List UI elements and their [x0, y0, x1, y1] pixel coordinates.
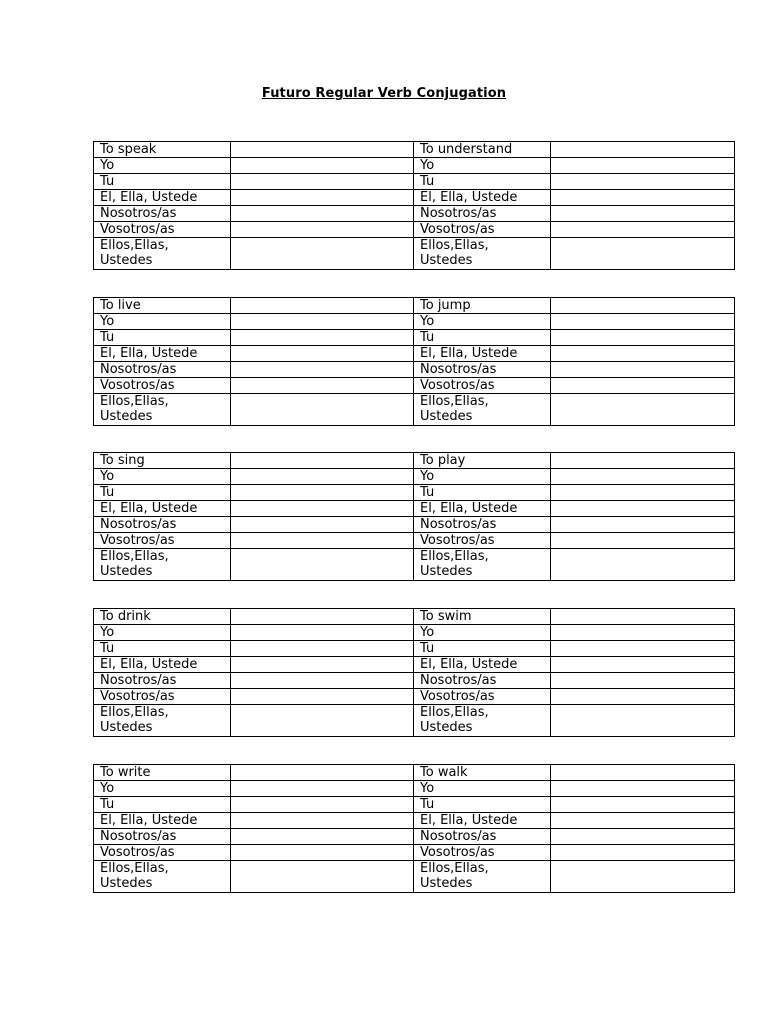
table-row — [94, 813, 735, 829]
pronoun-label: Nosotros/as — [414, 362, 551, 378]
conjugation-answer-cell[interactable] — [551, 330, 735, 346]
conjugation-answer-cell[interactable] — [551, 394, 735, 426]
conjugation-answer-cell[interactable] — [551, 705, 735, 737]
pronoun-label: Nosotros/as — [414, 673, 551, 689]
pronoun-label: Yo — [414, 625, 551, 641]
conjugation-answer-cell[interactable] — [231, 394, 414, 426]
right-verb-answer-cell[interactable] — [551, 453, 735, 469]
right-verb-answer-cell[interactable] — [551, 609, 735, 625]
table-row — [94, 657, 735, 673]
table-row — [94, 705, 735, 737]
left-verb-answer-cell[interactable] — [231, 609, 414, 625]
conjugation-answer-cell[interactable] — [231, 469, 414, 485]
conjugation-answer-cell[interactable] — [231, 861, 414, 893]
left-verb-label: To sing — [94, 453, 231, 469]
pronoun-label: El, Ella, Ustede — [414, 813, 551, 829]
pronoun-label: El, Ella, Ustede — [94, 501, 231, 517]
conjugation-table — [93, 764, 735, 893]
right-verb-label: To walk — [414, 765, 551, 781]
verb-header-row — [94, 453, 735, 469]
conjugation-table — [93, 608, 735, 737]
pronoun-label: Vosotros/as — [414, 689, 551, 705]
conjugation-answer-cell[interactable] — [551, 314, 735, 330]
table-row — [94, 469, 735, 485]
conjugation-answer-cell[interactable] — [231, 378, 414, 394]
conjugation-answer-cell[interactable] — [551, 378, 735, 394]
table-row — [94, 190, 735, 206]
conjugation-answer-cell[interactable] — [231, 238, 414, 270]
conjugation-answer-cell[interactable] — [551, 485, 735, 501]
right-verb-label: To jump — [414, 298, 551, 314]
conjugation-answer-cell[interactable] — [231, 485, 414, 501]
verb-header-row — [94, 298, 735, 314]
verb-header-row — [94, 609, 735, 625]
conjugation-answer-cell[interactable] — [551, 346, 735, 362]
conjugation-answer-cell[interactable] — [551, 222, 735, 238]
pronoun-label: Yo — [414, 781, 551, 797]
conjugation-answer-cell[interactable] — [231, 705, 414, 737]
conjugation-answer-cell[interactable] — [551, 861, 735, 893]
right-verb-label: To swim — [414, 609, 551, 625]
conjugation-answer-cell[interactable] — [551, 657, 735, 673]
pronoun-label: Ellos,Ellas, Ustedes — [94, 705, 231, 737]
table-row — [94, 517, 735, 533]
conjugation-answer-cell[interactable] — [551, 238, 735, 270]
conjugation-answer-cell[interactable] — [551, 206, 735, 222]
table-row — [94, 314, 735, 330]
conjugation-answer-cell[interactable] — [231, 845, 414, 861]
conjugation-answer-cell[interactable] — [231, 501, 414, 517]
conjugation-answer-cell[interactable] — [551, 533, 735, 549]
conjugation-table — [93, 141, 735, 270]
pronoun-label: Ellos,Ellas, Ustedes — [94, 861, 231, 893]
conjugation-answer-cell[interactable] — [231, 533, 414, 549]
pronoun-label: Ellos,Ellas, Ustedes — [94, 238, 231, 270]
left-verb-label: To live — [94, 298, 231, 314]
conjugation-answer-cell[interactable] — [231, 549, 414, 581]
table-row — [94, 330, 735, 346]
conjugation-answer-cell[interactable] — [231, 781, 414, 797]
table-row — [94, 174, 735, 190]
table-row — [94, 158, 735, 174]
right-verb-label: To understand — [414, 142, 551, 158]
conjugation-answer-cell[interactable] — [231, 222, 414, 238]
table-row — [94, 394, 735, 426]
left-verb-answer-cell[interactable] — [231, 142, 414, 158]
conjugation-answer-cell[interactable] — [231, 641, 414, 657]
conjugation-answer-cell[interactable] — [551, 845, 735, 861]
table-row — [94, 673, 735, 689]
pronoun-label: Ellos,Ellas, Ustedes — [414, 549, 551, 581]
conjugation-answer-cell[interactable] — [231, 174, 414, 190]
pronoun-label: Ellos,Ellas, Ustedes — [94, 549, 231, 581]
pronoun-label: Nosotros/as — [94, 517, 231, 533]
table-row — [94, 346, 735, 362]
conjugation-answer-cell[interactable] — [551, 673, 735, 689]
pronoun-label: Tu — [414, 641, 551, 657]
pronoun-label: Nosotros/as — [94, 206, 231, 222]
table-row — [94, 845, 735, 861]
table-row — [94, 829, 735, 845]
pronoun-label: Tu — [94, 485, 231, 501]
conjugation-answer-cell[interactable] — [231, 829, 414, 845]
pronoun-label: Tu — [414, 797, 551, 813]
pronoun-label: Tu — [94, 641, 231, 657]
table-row — [94, 549, 735, 581]
conjugation-answer-cell[interactable] — [231, 657, 414, 673]
table-row — [94, 501, 735, 517]
table-row — [94, 861, 735, 893]
pronoun-label: Ellos,Ellas, Ustedes — [94, 394, 231, 426]
left-verb-answer-cell[interactable] — [231, 765, 414, 781]
conjugation-answer-cell[interactable] — [551, 813, 735, 829]
pronoun-label: El, Ella, Ustede — [94, 657, 231, 673]
conjugation-answer-cell[interactable] — [231, 689, 414, 705]
conjugation-answer-cell[interactable] — [551, 517, 735, 533]
conjugation-answer-cell[interactable] — [231, 362, 414, 378]
left-verb-answer-cell[interactable] — [231, 298, 414, 314]
conjugation-answer-cell[interactable] — [551, 174, 735, 190]
table-row — [94, 485, 735, 501]
table-row — [94, 625, 735, 641]
conjugation-table — [93, 297, 735, 426]
pronoun-label: Nosotros/as — [94, 673, 231, 689]
conjugation-answer-cell[interactable] — [231, 813, 414, 829]
pronoun-label: Yo — [94, 469, 231, 485]
conjugation-answer-cell[interactable] — [231, 517, 414, 533]
conjugation-answer-cell[interactable] — [551, 797, 735, 813]
table-row — [94, 222, 735, 238]
pronoun-label: Ellos,Ellas, Ustedes — [414, 705, 551, 737]
conjugation-answer-cell[interactable] — [551, 501, 735, 517]
right-verb-answer-cell[interactable] — [551, 765, 735, 781]
pronoun-label: Vosotros/as — [94, 689, 231, 705]
right-verb-answer-cell[interactable] — [551, 298, 735, 314]
pronoun-label: Nosotros/as — [94, 362, 231, 378]
conjugation-answer-cell[interactable] — [231, 346, 414, 362]
pronoun-label: Yo — [94, 314, 231, 330]
right-verb-answer-cell[interactable] — [551, 142, 735, 158]
pronoun-label: El, Ella, Ustede — [414, 501, 551, 517]
verb-header-row — [94, 765, 735, 781]
table-row — [94, 781, 735, 797]
pronoun-label: Tu — [94, 174, 231, 190]
pronoun-label: Ellos,Ellas, Ustedes — [414, 394, 551, 426]
conjugation-answer-cell[interactable] — [231, 314, 414, 330]
conjugation-answer-cell[interactable] — [551, 829, 735, 845]
conjugation-answer-cell[interactable] — [551, 549, 735, 581]
pronoun-label: Ellos,Ellas, Ustedes — [414, 861, 551, 893]
table-row — [94, 641, 735, 657]
left-verb-answer-cell[interactable] — [231, 453, 414, 469]
pronoun-label: Vosotros/as — [94, 533, 231, 549]
pronoun-label: Ellos,Ellas, Ustedes — [414, 238, 551, 270]
pronoun-label: Yo — [94, 781, 231, 797]
conjugation-answer-cell[interactable] — [551, 689, 735, 705]
pronoun-label: El, Ella, Ustede — [94, 190, 231, 206]
left-verb-label: To speak — [94, 142, 231, 158]
pronoun-label: Vosotros/as — [414, 378, 551, 394]
pronoun-label: Nosotros/as — [94, 829, 231, 845]
conjugation-answer-cell[interactable] — [231, 190, 414, 206]
page-title: Futuro Regular Verb Conjugation — [261, 86, 507, 101]
pronoun-label: Yo — [94, 158, 231, 174]
right-verb-label: To play — [414, 453, 551, 469]
table-row — [94, 238, 735, 270]
conjugation-table — [93, 452, 735, 581]
conjugation-answer-cell[interactable] — [231, 625, 414, 641]
pronoun-label: El, Ella, Ustede — [414, 190, 551, 206]
pronoun-label: Tu — [414, 174, 551, 190]
pronoun-label: Vosotros/as — [94, 845, 231, 861]
pronoun-label: Nosotros/as — [414, 517, 551, 533]
pronoun-label: Vosotros/as — [414, 533, 551, 549]
pronoun-label: El, Ella, Ustede — [94, 346, 231, 362]
pronoun-label: Tu — [414, 485, 551, 501]
conjugation-answer-cell[interactable] — [231, 158, 414, 174]
pronoun-label: Yo — [414, 158, 551, 174]
pronoun-label: Vosotros/as — [414, 222, 551, 238]
conjugation-answer-cell[interactable] — [551, 469, 735, 485]
pronoun-label: Nosotros/as — [414, 829, 551, 845]
conjugation-answer-cell[interactable] — [551, 158, 735, 174]
conjugation-answer-cell[interactable] — [231, 797, 414, 813]
pronoun-label: Yo — [414, 314, 551, 330]
pronoun-label: El, Ella, Ustede — [414, 657, 551, 673]
pronoun-label: Tu — [94, 330, 231, 346]
pronoun-label: El, Ella, Ustede — [414, 346, 551, 362]
pronoun-label: Tu — [414, 330, 551, 346]
pronoun-label: Vosotros/as — [414, 845, 551, 861]
table-row — [94, 797, 735, 813]
pronoun-label: Yo — [414, 469, 551, 485]
conjugation-answer-cell[interactable] — [551, 641, 735, 657]
conjugation-answer-cell[interactable] — [231, 673, 414, 689]
pronoun-label: Vosotros/as — [94, 378, 231, 394]
left-verb-label: To write — [94, 765, 231, 781]
table-row — [94, 206, 735, 222]
table-row — [94, 362, 735, 378]
conjugation-answer-cell[interactable] — [231, 206, 414, 222]
table-row — [94, 378, 735, 394]
table-row — [94, 689, 735, 705]
conjugation-answer-cell[interactable] — [551, 781, 735, 797]
pronoun-label: El, Ella, Ustede — [94, 813, 231, 829]
conjugation-answer-cell[interactable] — [551, 190, 735, 206]
pronoun-label: Vosotros/as — [94, 222, 231, 238]
pronoun-label: Tu — [94, 797, 231, 813]
conjugation-answer-cell[interactable] — [231, 330, 414, 346]
table-row — [94, 533, 735, 549]
verb-header-row — [94, 142, 735, 158]
conjugation-answer-cell[interactable] — [551, 625, 735, 641]
pronoun-label: Nosotros/as — [414, 206, 551, 222]
conjugation-answer-cell[interactable] — [551, 362, 735, 378]
left-verb-label: To drink — [94, 609, 231, 625]
pronoun-label: Yo — [94, 625, 231, 641]
